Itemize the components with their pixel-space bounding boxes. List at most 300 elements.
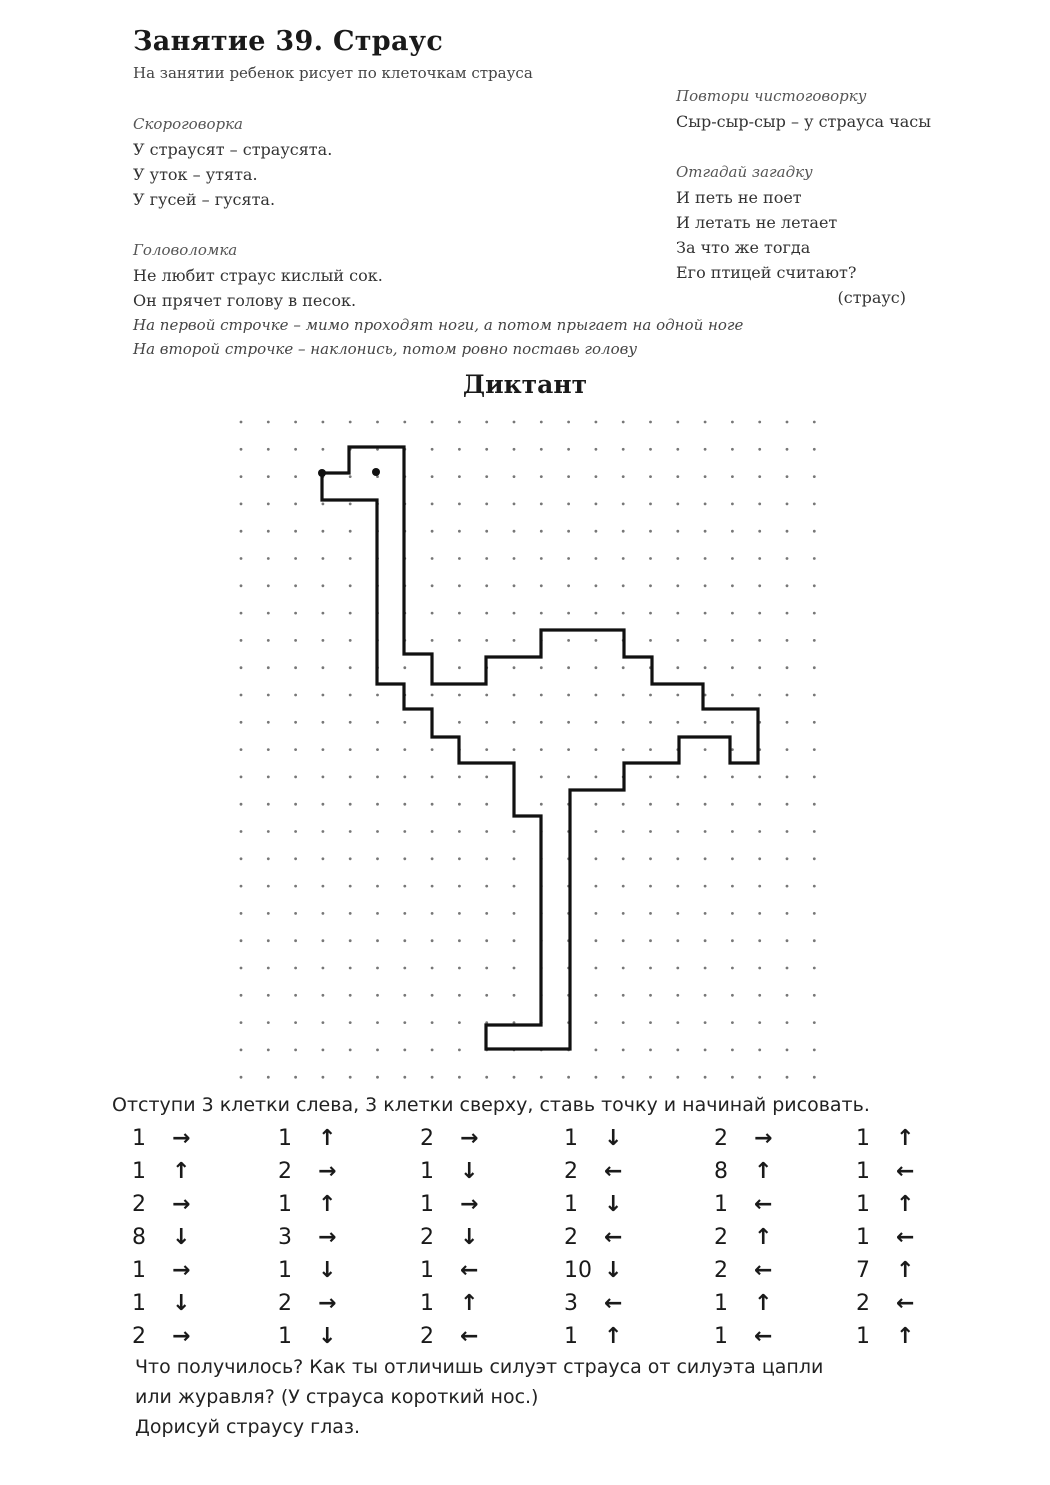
grid-dot	[349, 557, 352, 560]
dictation-step	[278, 1256, 388, 1286]
grid-dot	[676, 503, 679, 506]
grid-dot	[786, 503, 789, 506]
grid-dot	[567, 776, 570, 779]
grid-dot	[267, 776, 270, 779]
tongue-twister-line: У гусей – гусята.	[133, 190, 276, 209]
grid-dot	[676, 448, 679, 451]
step-count: 1	[714, 1192, 728, 1217]
grid-dot	[485, 776, 488, 779]
step-count: 2	[714, 1258, 728, 1283]
tongue-twister-line: У страусят – страусята.	[133, 140, 333, 159]
grid-dot	[649, 885, 652, 888]
step-direction-arrow-icon: →	[318, 1291, 337, 1316]
dictation-step	[856, 1124, 966, 1154]
step-direction-arrow-icon: ↑	[896, 1192, 915, 1217]
grid-dot	[676, 557, 679, 560]
grid-dot	[595, 803, 598, 806]
closing-questions	[135, 1352, 823, 1442]
step-direction-arrow-icon: ↑	[604, 1324, 623, 1349]
grid-dot	[376, 885, 379, 888]
grid-dot	[731, 776, 734, 779]
grid-dot	[595, 830, 598, 833]
grid-dot	[731, 939, 734, 942]
grid-dot	[294, 803, 297, 806]
step-direction-arrow-icon: ←	[754, 1324, 773, 1349]
step-count: 2	[856, 1291, 870, 1316]
grid-dot	[758, 939, 761, 942]
grid-dot	[485, 748, 488, 751]
grid-dot	[376, 1076, 379, 1079]
grid-dot	[649, 612, 652, 615]
grid-dot	[676, 530, 679, 533]
grid-dot	[349, 612, 352, 615]
grid-dot	[567, 748, 570, 751]
grid-dot	[322, 748, 325, 751]
step-direction-arrow-icon: →	[318, 1225, 337, 1250]
grid-dot	[567, 666, 570, 669]
dictation-step	[132, 1289, 242, 1319]
grid-dot	[786, 857, 789, 860]
grid-dot	[485, 475, 488, 478]
grid-dot	[649, 939, 652, 942]
grid-dot	[595, 666, 598, 669]
grid-dot	[349, 584, 352, 587]
grid-dot	[704, 475, 707, 478]
grid-dot	[786, 666, 789, 669]
step-count: 2	[278, 1291, 292, 1316]
grid-dot	[704, 967, 707, 970]
grid-dot	[758, 776, 761, 779]
grid-dot	[322, 421, 325, 424]
grid-dot	[267, 584, 270, 587]
grid-dot	[595, 1021, 598, 1024]
step-direction-arrow-icon: ←	[604, 1159, 623, 1184]
step-direction-arrow-icon: ←	[754, 1258, 773, 1283]
grid-dot	[322, 1049, 325, 1052]
step-count: 1	[856, 1126, 870, 1151]
grid-dot	[294, 666, 297, 669]
grid-dot	[376, 939, 379, 942]
grid-dot	[458, 639, 461, 642]
grid-dot	[676, 421, 679, 424]
grid-dot	[513, 967, 516, 970]
grid-dot	[294, 475, 297, 478]
grid-dot	[458, 1076, 461, 1079]
grid-dot	[458, 885, 461, 888]
step-direction-arrow-icon: ↓	[318, 1258, 337, 1283]
grid-dot	[786, 694, 789, 697]
page-title: Занятие 39. Страус	[133, 26, 444, 57]
grid-dot	[403, 1021, 406, 1024]
grid-dot	[731, 1049, 734, 1052]
grid-dot	[731, 967, 734, 970]
dictation-step	[132, 1124, 242, 1154]
dictation-step	[714, 1256, 824, 1286]
grid-dot	[431, 1049, 434, 1052]
dictation-step	[856, 1157, 966, 1187]
grid-dot	[349, 776, 352, 779]
step-count: 1	[278, 1192, 292, 1217]
grid-dot	[622, 1021, 625, 1024]
step-direction-arrow-icon: →	[460, 1126, 479, 1151]
ostrich-start-dot	[318, 469, 326, 477]
grid-dot	[322, 448, 325, 451]
grid-dot	[513, 503, 516, 506]
step-direction-arrow-icon: →	[172, 1324, 191, 1349]
grid-dot	[458, 694, 461, 697]
grid-dot	[704, 721, 707, 724]
grid-dot	[376, 830, 379, 833]
grid-dot	[813, 748, 816, 751]
grid-dot	[540, 666, 543, 669]
puzzle-line: Его птицей считают?	[676, 263, 857, 282]
grid-dot	[595, 475, 598, 478]
step-count: 3	[564, 1291, 578, 1316]
grid-dot	[240, 694, 243, 697]
dictation-step	[278, 1289, 388, 1319]
step-direction-arrow-icon: ↓	[460, 1225, 479, 1250]
step-count: 1	[132, 1258, 146, 1283]
dictation-title: Диктант	[462, 370, 588, 399]
grid-dot	[704, 1021, 707, 1024]
grid-dot	[267, 1021, 270, 1024]
grid-dot	[622, 584, 625, 587]
grid-dot	[731, 1021, 734, 1024]
grid-dot	[704, 503, 707, 506]
grid-dot	[458, 557, 461, 560]
grid-dot	[540, 721, 543, 724]
step-count: 1	[420, 1192, 434, 1217]
grid-dot	[431, 967, 434, 970]
step-direction-arrow-icon: ↓	[460, 1159, 479, 1184]
grid-dot	[403, 1076, 406, 1079]
grid-dot	[622, 994, 625, 997]
grid-dot	[240, 1076, 243, 1079]
grid-dot	[567, 694, 570, 697]
grid-dot	[431, 748, 434, 751]
grid-dot	[431, 776, 434, 779]
grid-dot	[322, 612, 325, 615]
grid-dot	[758, 639, 761, 642]
grid-dot	[622, 448, 625, 451]
grid-dot	[676, 803, 679, 806]
step-direction-arrow-icon: →	[460, 1192, 479, 1217]
step-count: 1	[132, 1291, 146, 1316]
tongue-twister-line: У уток – утята.	[133, 165, 258, 184]
grid-dot	[758, 530, 761, 533]
step-count: 8	[714, 1159, 728, 1184]
step-direction-arrow-icon: ←	[604, 1225, 623, 1250]
dictation-step	[856, 1190, 966, 1220]
grid-dot	[676, 1021, 679, 1024]
grid-dot	[267, 885, 270, 888]
grid-dot	[813, 612, 816, 615]
step-direction-arrow-icon: ↓	[318, 1324, 337, 1349]
grid-dot	[403, 748, 406, 751]
grid-dot	[786, 584, 789, 587]
grid-dot	[458, 994, 461, 997]
grid-dot	[513, 694, 516, 697]
grid-dot	[786, 557, 789, 560]
grid-dot	[513, 584, 516, 587]
grid-dot	[485, 994, 488, 997]
grid-dot	[267, 912, 270, 915]
grid-dot	[813, 885, 816, 888]
grid-dot	[540, 421, 543, 424]
dictation-step	[856, 1223, 966, 1253]
grid-dot	[731, 666, 734, 669]
grid-dot	[786, 475, 789, 478]
grid-dot	[513, 939, 516, 942]
grid-dot	[403, 776, 406, 779]
grid-dot	[240, 721, 243, 724]
grid-dot	[240, 967, 243, 970]
grid-dot	[322, 994, 325, 997]
grid-dot	[649, 967, 652, 970]
step-count: 2	[278, 1159, 292, 1184]
grid-dot	[622, 503, 625, 506]
grid-dot	[322, 721, 325, 724]
step-direction-arrow-icon: ↑	[754, 1225, 773, 1250]
grid-dot	[349, 748, 352, 751]
page-subtitle: На занятии ребенок рисует по клеточкам страуса	[133, 64, 533, 82]
grid-dot	[403, 803, 406, 806]
grid-dot	[513, 748, 516, 751]
step-count: 7	[856, 1258, 870, 1283]
grid-dot	[267, 1049, 270, 1052]
grid-dot	[376, 748, 379, 751]
grid-dot	[294, 912, 297, 915]
grid-dot	[540, 612, 543, 615]
grid-dot	[458, 939, 461, 942]
closing-line: Что получилось? Как ты отличишь силуэт страуса от силуэта цапли	[135, 1356, 824, 1378]
step-count: 1	[714, 1324, 728, 1349]
riddle-line: Не любит страус кислый сок.	[133, 266, 383, 285]
grid-dot	[240, 421, 243, 424]
dictation-step	[564, 1124, 674, 1154]
step-count: 8	[132, 1225, 146, 1250]
grid-dot	[595, 448, 598, 451]
grid-dot	[294, 612, 297, 615]
grid-dot	[813, 912, 816, 915]
grid-dot	[622, 530, 625, 533]
grid-dot	[622, 912, 625, 915]
step-count: 1	[714, 1291, 728, 1316]
grid-dot	[567, 584, 570, 587]
step-count: 1	[564, 1324, 578, 1349]
step-count: 2	[564, 1159, 578, 1184]
grid-dot	[485, 721, 488, 724]
grid-dot	[485, 612, 488, 615]
grid-dot	[813, 448, 816, 451]
step-count: 1	[420, 1291, 434, 1316]
grid-dot	[458, 721, 461, 724]
grid-dot	[786, 939, 789, 942]
grid-dot	[676, 967, 679, 970]
grid-dot	[322, 1021, 325, 1024]
grid-dot	[676, 776, 679, 779]
grid-dot	[567, 612, 570, 615]
grid-dot	[349, 530, 352, 533]
grid-dot	[485, 912, 488, 915]
grid-dot	[540, 584, 543, 587]
grid-dot	[649, 503, 652, 506]
grid-dot	[704, 776, 707, 779]
grid-dot	[322, 885, 325, 888]
grid-dot	[294, 584, 297, 587]
grid-dot	[513, 994, 516, 997]
grid-dot	[240, 584, 243, 587]
dictation-step	[564, 1190, 674, 1220]
step-count: 2	[714, 1126, 728, 1151]
step-count: 3	[278, 1225, 292, 1250]
grid-dot	[267, 1076, 270, 1079]
dictation-step	[420, 1190, 530, 1220]
grid-dot	[595, 1076, 598, 1079]
step-direction-arrow-icon: →	[172, 1192, 191, 1217]
grid-dot	[813, 475, 816, 478]
grid-dot	[758, 448, 761, 451]
grid-dot	[704, 885, 707, 888]
grid-dot	[758, 967, 761, 970]
grid-dot	[431, 612, 434, 615]
grid-dot	[567, 1076, 570, 1079]
grid-dot	[595, 721, 598, 724]
grid-dot	[458, 448, 461, 451]
grid-dot	[649, 475, 652, 478]
grid-dot	[267, 994, 270, 997]
grid-dot	[403, 857, 406, 860]
grid-dot	[431, 694, 434, 697]
grid-dot	[704, 421, 707, 424]
dictation-step	[420, 1256, 530, 1286]
step-count: 2	[420, 1324, 434, 1349]
repeat-line: Сыр-сыр-сыр – у страуса часы	[676, 112, 931, 131]
grid-dot	[322, 584, 325, 587]
grid-dot	[649, 857, 652, 860]
grid-dot	[513, 1076, 516, 1079]
grid-dot	[813, 584, 816, 587]
grid-dot	[704, 1076, 707, 1079]
grid-dot	[458, 530, 461, 533]
grid-dot	[731, 885, 734, 888]
grid-dot	[376, 776, 379, 779]
grid-dot	[676, 830, 679, 833]
step-direction-arrow-icon: ↑	[896, 1126, 915, 1151]
puzzle-line: И летать не летает	[676, 213, 838, 232]
grid-dot	[758, 1049, 761, 1052]
grid-dot	[403, 1049, 406, 1052]
grid-dot	[786, 912, 789, 915]
grid-dot	[240, 1021, 243, 1024]
step-count: 2	[714, 1225, 728, 1250]
step-direction-arrow-icon: ←	[460, 1324, 479, 1349]
step-count: 1	[856, 1159, 870, 1184]
grid-dot	[431, 939, 434, 942]
grid-dot	[240, 830, 243, 833]
grid-dot	[649, 448, 652, 451]
grid-dot	[349, 857, 352, 860]
grid-dot	[758, 557, 761, 560]
grid-dot	[513, 639, 516, 642]
grid-dot	[458, 857, 461, 860]
grid-dot	[540, 694, 543, 697]
grid-dot	[431, 530, 434, 533]
grid-dot	[349, 1076, 352, 1079]
grid-dot	[240, 475, 243, 478]
grid-dot	[731, 421, 734, 424]
grid-dot	[595, 503, 598, 506]
step-direction-arrow-icon: ↑	[896, 1258, 915, 1283]
grid-dot	[485, 639, 488, 642]
step-count: 1	[856, 1324, 870, 1349]
step-count: 1	[420, 1258, 434, 1283]
grid-dot	[595, 639, 598, 642]
grid-dot	[403, 421, 406, 424]
dictation-step	[564, 1256, 674, 1286]
dictation-step	[564, 1157, 674, 1187]
grid-dot	[813, 967, 816, 970]
grid-dot	[704, 803, 707, 806]
grid-dot	[540, 1076, 543, 1079]
step-count: 1	[564, 1192, 578, 1217]
grid-dot	[458, 912, 461, 915]
grid-dot	[294, 557, 297, 560]
grid-dot	[240, 666, 243, 669]
riddle-heading: Головоломка	[133, 241, 238, 259]
grid-dot	[622, 803, 625, 806]
grid-dot	[294, 1021, 297, 1024]
step-count: 2	[564, 1225, 578, 1250]
dictation-step	[420, 1223, 530, 1253]
grid-dot	[786, 612, 789, 615]
grid-dot	[540, 557, 543, 560]
step-count: 1	[132, 1159, 146, 1184]
grid-dot	[349, 912, 352, 915]
step-direction-arrow-icon: →	[172, 1258, 191, 1283]
dictation-step	[132, 1256, 242, 1286]
grid-dot	[595, 857, 598, 860]
grid-dot	[240, 748, 243, 751]
grid-dot	[458, 1049, 461, 1052]
grid-dot	[513, 857, 516, 860]
grid-dot	[294, 885, 297, 888]
grid-dot	[322, 939, 325, 942]
grid-dot	[267, 939, 270, 942]
grid-dot	[376, 857, 379, 860]
grid-dot	[540, 448, 543, 451]
grid-dot	[622, 885, 625, 888]
grid-dot	[322, 857, 325, 860]
grid-dot	[649, 912, 652, 915]
grid-dot	[240, 639, 243, 642]
grid-dot	[513, 475, 516, 478]
grid-dot	[240, 448, 243, 451]
step-direction-arrow-icon: →	[754, 1126, 773, 1151]
grid-dot	[376, 721, 379, 724]
dictation-step	[278, 1322, 388, 1352]
grid-dot	[349, 1049, 352, 1052]
step-direction-arrow-icon: ←	[460, 1258, 479, 1283]
grid-dot	[676, 612, 679, 615]
grid-dot	[649, 584, 652, 587]
grid-dot	[513, 557, 516, 560]
grid-dot	[349, 803, 352, 806]
grid-dot	[731, 803, 734, 806]
grid-dot	[813, 830, 816, 833]
grid-dot	[431, 994, 434, 997]
grid-dot	[403, 994, 406, 997]
